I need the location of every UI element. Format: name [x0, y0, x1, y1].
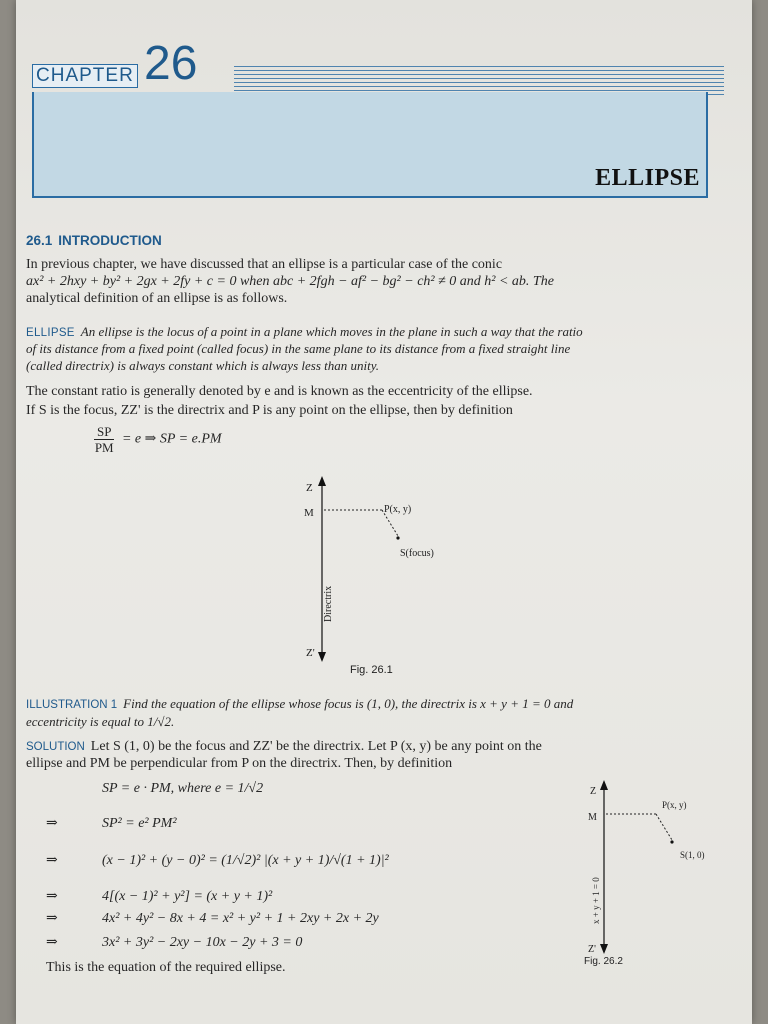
fig1-p-label: P(x, y): [384, 504, 412, 515]
chapter-title-box: [32, 92, 708, 198]
equation-2: SP² = e² PM²: [102, 816, 177, 831]
fraction-numerator: SP: [94, 424, 114, 440]
arrow-up-icon: [600, 780, 608, 790]
arrow-down-icon: [318, 652, 326, 662]
fig2-caption: Fig. 26.2: [584, 956, 623, 967]
solution-conclusion: This is the equation of the required ellipse.: [46, 960, 286, 975]
fig2-s-label: S(1, 0): [680, 850, 705, 860]
fig2-m-label: M: [588, 812, 597, 823]
equation-4: 4[(x − 1)² + y²] = (x + y + 1)²: [102, 889, 273, 904]
fig2-focus-point: [670, 840, 673, 843]
chapter-label: CHAPTER: [32, 64, 138, 88]
illustration-line-2: eccentricity is equal to 1/√2.: [26, 714, 175, 729]
intro-line-1: In previous chapter, we have discussed that an ellipse is a particular case of the conic: [26, 257, 503, 272]
equation-3: (x − 1)² + (y − 0)² = (1/√2)² |(x + y + 1)/√(1 + 1)|²: [102, 853, 389, 868]
chapter-title: ELLIPSE: [595, 165, 700, 191]
focus-point: [396, 536, 399, 539]
fig1-zprime-label: Z': [306, 647, 315, 659]
figure-26-2: [572, 774, 742, 964]
fig1-s-label: S(focus): [400, 548, 434, 559]
intro-line-2: ax² + 2hxy + by² + 2gx + 2fy + c = 0 when abc + 2fgh − af² − bg² − ch² ≠ 0 and h² < ab. The: [26, 274, 554, 289]
illustration-label: ILLUSTRATION 1: [26, 699, 118, 711]
fig1-z-label: Z: [306, 482, 313, 494]
solution-label: SOLUTION: [26, 741, 85, 753]
intro-line-3: analytical definition of an ellipse is as follows.: [26, 291, 288, 306]
constant-line-2: If S is the focus, ZZ' is the directrix and P is any point on the ellipse, then by definition: [26, 403, 513, 418]
equation-5: 4x² + 4y² − 8x + 4 = x² + y² + 1 + 2xy + 2x + 2y: [102, 911, 379, 926]
definition-line-3: (called directrix) is always constant which is always less than unity.: [26, 358, 380, 373]
section-title: INTRODUCTION: [58, 233, 162, 248]
chapter-number: 26: [144, 37, 198, 90]
illustration-line-1: [26, 695, 706, 714]
definition-equation: [90, 424, 490, 455]
equation-1: SP = e · PM, where e = 1/√2: [102, 781, 264, 796]
illustration-text: Find the equation of the ellipse whose focus is (1, 0), the directrix is x + y + 1 = 0 and: [123, 696, 574, 711]
fraction-denominator: PM: [94, 440, 114, 455]
book-page: [16, 0, 752, 1024]
fig2-z-label: Z: [590, 786, 597, 797]
solution-text: Let S (1, 0) be the focus and ZZ' be the directrix. Let P (x, y) be any point on the: [90, 739, 542, 754]
implies-arrow-5: ⇒: [46, 935, 58, 950]
definition-line-2: of its distance from a fixed point (called focus) in the same plane to its distance from a fixed straight line: [26, 341, 571, 356]
fig1-directrix-label: Directrix: [323, 585, 334, 622]
solution-line-2: ellipse and PM be perpendicular from P on the directrix. Then, by definition: [26, 756, 453, 771]
implies-arrow-2: ⇒: [46, 853, 58, 868]
solution-line-1: [26, 738, 706, 756]
section-number: 26.1: [26, 233, 53, 248]
arrow-down-icon: [600, 944, 608, 954]
fig1-m-label: M: [304, 507, 314, 519]
arrow-up-icon: [318, 476, 326, 486]
constant-line-1: The constant ratio is generally denoted by e and is known as the eccentricity of the ellipse.: [26, 384, 533, 399]
fig2-ps-dashed-line: [656, 814, 672, 840]
fig2-zprime-label: Z': [588, 944, 596, 955]
definition-label: ELLIPSE: [26, 327, 75, 339]
implies-arrow-3: ⇒: [46, 889, 58, 904]
implies-arrow-4: ⇒: [46, 911, 58, 926]
section-heading: [26, 232, 706, 249]
fig1-caption: Fig. 26.1: [350, 664, 393, 676]
fig2-line-label: x + y + 1 = 0: [591, 877, 601, 924]
definition-line-1: An ellipse is the locus of a point in a plane which moves in the plane in such a way that the ratio: [80, 324, 583, 339]
equation-6: 3x² + 3y² − 2xy − 10x − 2y + 3 = 0: [102, 935, 303, 950]
ratio-fraction: [94, 424, 114, 455]
equation-rest: = e ⇒ SP = e.PM: [121, 431, 222, 447]
implies-arrow-1: ⇒: [46, 816, 58, 831]
figure-26-1: [286, 472, 506, 672]
fig2-p-label: P(x, y): [662, 800, 687, 810]
